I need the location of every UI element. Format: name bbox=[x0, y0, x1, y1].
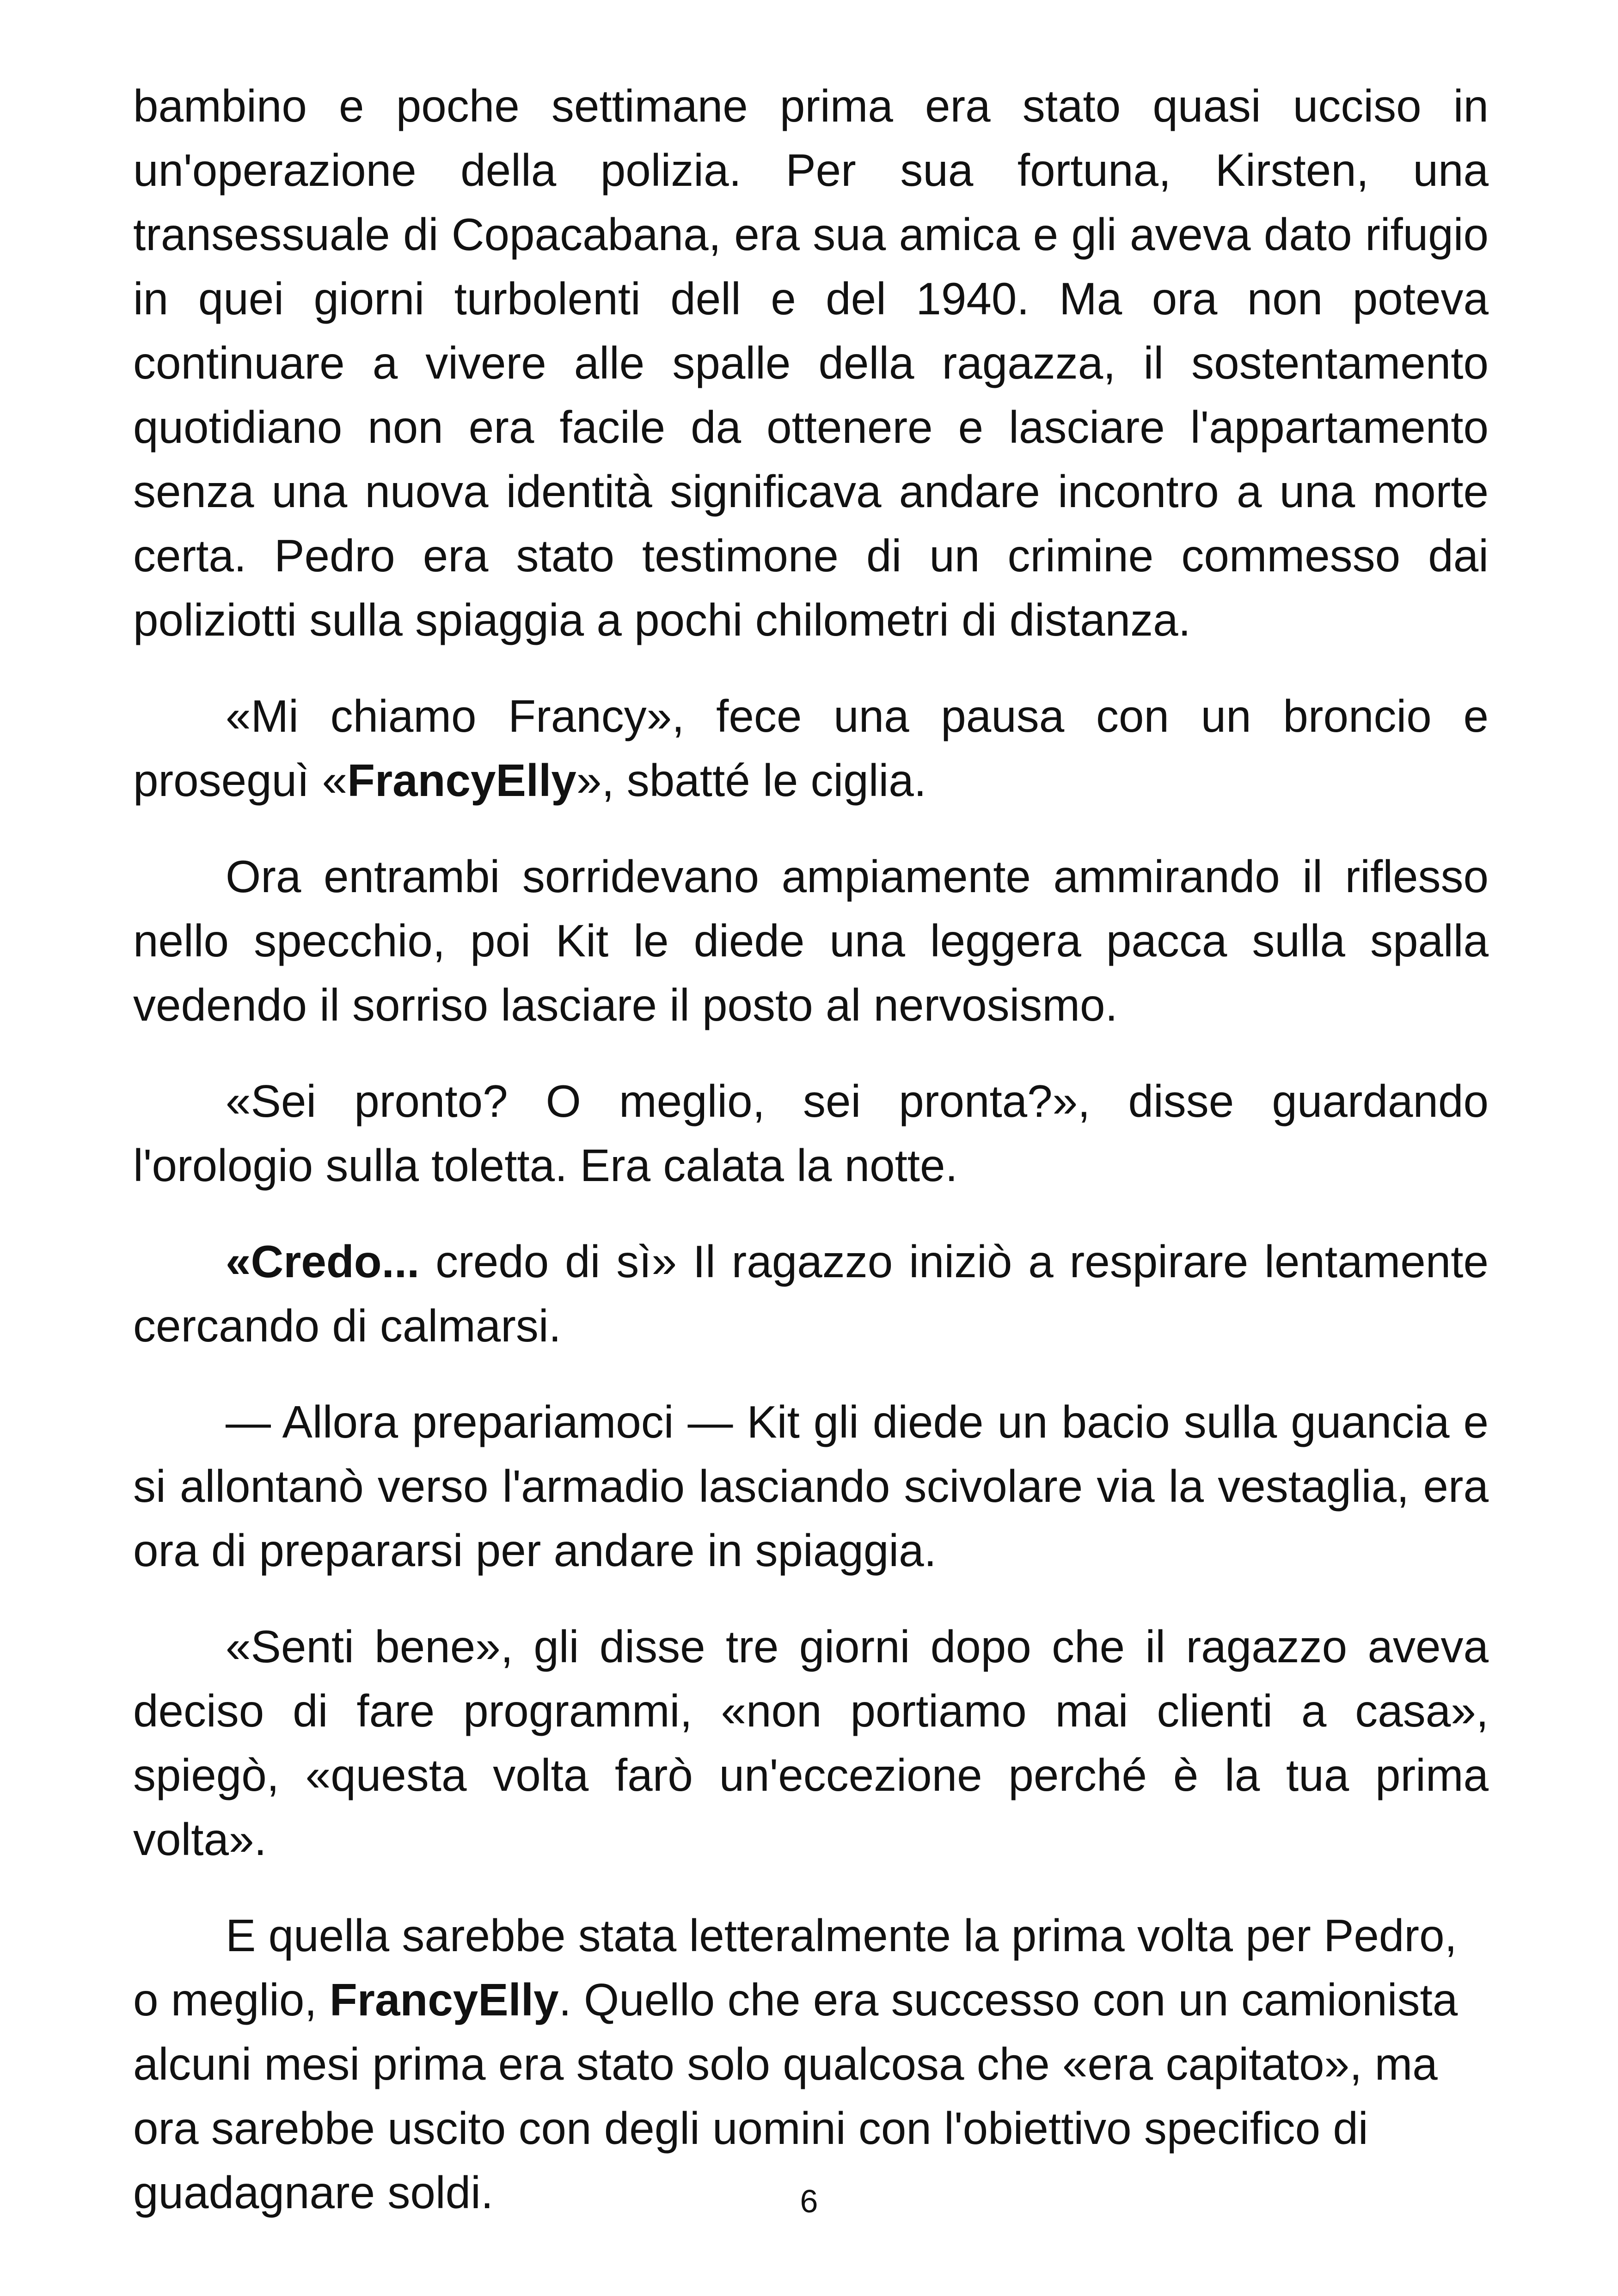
paragraph-3 bbox=[133, 845, 1489, 1037]
paragraph-8-text-a: E quella sarebbe stata letteralmente la prima volta per Pedro, o meglio, bbox=[133, 1910, 1457, 2025]
page-number: 6 bbox=[800, 2183, 818, 2219]
paragraph-2-bold-name: FrancyElly bbox=[347, 755, 576, 806]
paragraph-6-text: — Allora prepariamoci — Kit gli diede un bacio sulla guancia e si allontanò verso l'armadio lasciando scivolare via la vestaglia, era ora di prepararsi per andare in spiaggia. bbox=[133, 1396, 1489, 1576]
paragraph-2-text-b: », sbatté le ciglia. bbox=[576, 755, 927, 806]
paragraph-2-text-a: «Mi chiamo Francy», fece una pausa con un broncio e proseguì « bbox=[133, 691, 1489, 806]
paragraph-1-text: bambino e poche settimane prima era stato quasi ucciso in un'operazione della polizia. Per sua fortuna, Kirsten, una transessuale di Copacabana, era sua amica e gli aveva dato rifugio in quei giorni turbolenti dell e del 1940. Ma ora non poteva continuare a vivere alle spalle della ragazza, il sostentamento quotidiano non era facile da ottenere e lasciare l'appartamento senza una nuova identità significava andare incontro a una morte certa. Pedro era stato testimone di un crimine commesso dai poliziotti sulla spiaggia a pochi chilometri di distanza. bbox=[133, 80, 1489, 645]
paragraph-5-bold-lead: «Credo... bbox=[226, 1236, 420, 1287]
paragraph-4 bbox=[133, 1069, 1489, 1198]
body-text bbox=[133, 74, 1489, 2225]
paragraph-8 bbox=[133, 1904, 1489, 2225]
paragraph-6 bbox=[133, 1390, 1489, 1583]
paragraph-8-bold-name: FrancyElly bbox=[329, 1974, 559, 2025]
paragraph-2 bbox=[133, 684, 1489, 813]
paragraph-4-text: «Sei pronto? O meglio, sei pronta?», disse guardando l'orologio sulla toletta. Era calata la notte. bbox=[133, 1076, 1489, 1191]
paragraph-1 bbox=[133, 74, 1489, 652]
paragraph-5-text: credo di sì» Il ragazzo iniziò a respirare lentamente cercando di calmarsi. bbox=[133, 1236, 1489, 1351]
paragraph-7 bbox=[133, 1615, 1489, 1872]
paragraph-5 bbox=[133, 1230, 1489, 1358]
paragraph-7-text: «Senti bene», gli disse tre giorni dopo che il ragazzo aveva deciso di fare programmi, «non portiamo mai clienti a casa», spiegò, «questa volta farò un'eccezione perché è la tua prima volta». bbox=[133, 1621, 1489, 1865]
paragraph-8-text-b: . Quello che era successo con un camionista alcuni mesi prima era stato solo qualcosa che «era capitato», ma ora sarebbe uscito con degli uomini con l'obiettivo specifico di guadagnare soldi. bbox=[133, 1974, 1458, 2218]
paragraph-3-text: Ora entrambi sorridevano ampiamente ammirando il riflesso nello specchio, poi Kit le diede una leggera pacca sulla spalla vedendo il sorriso lasciare il posto al nervosismo. bbox=[133, 851, 1489, 1030]
